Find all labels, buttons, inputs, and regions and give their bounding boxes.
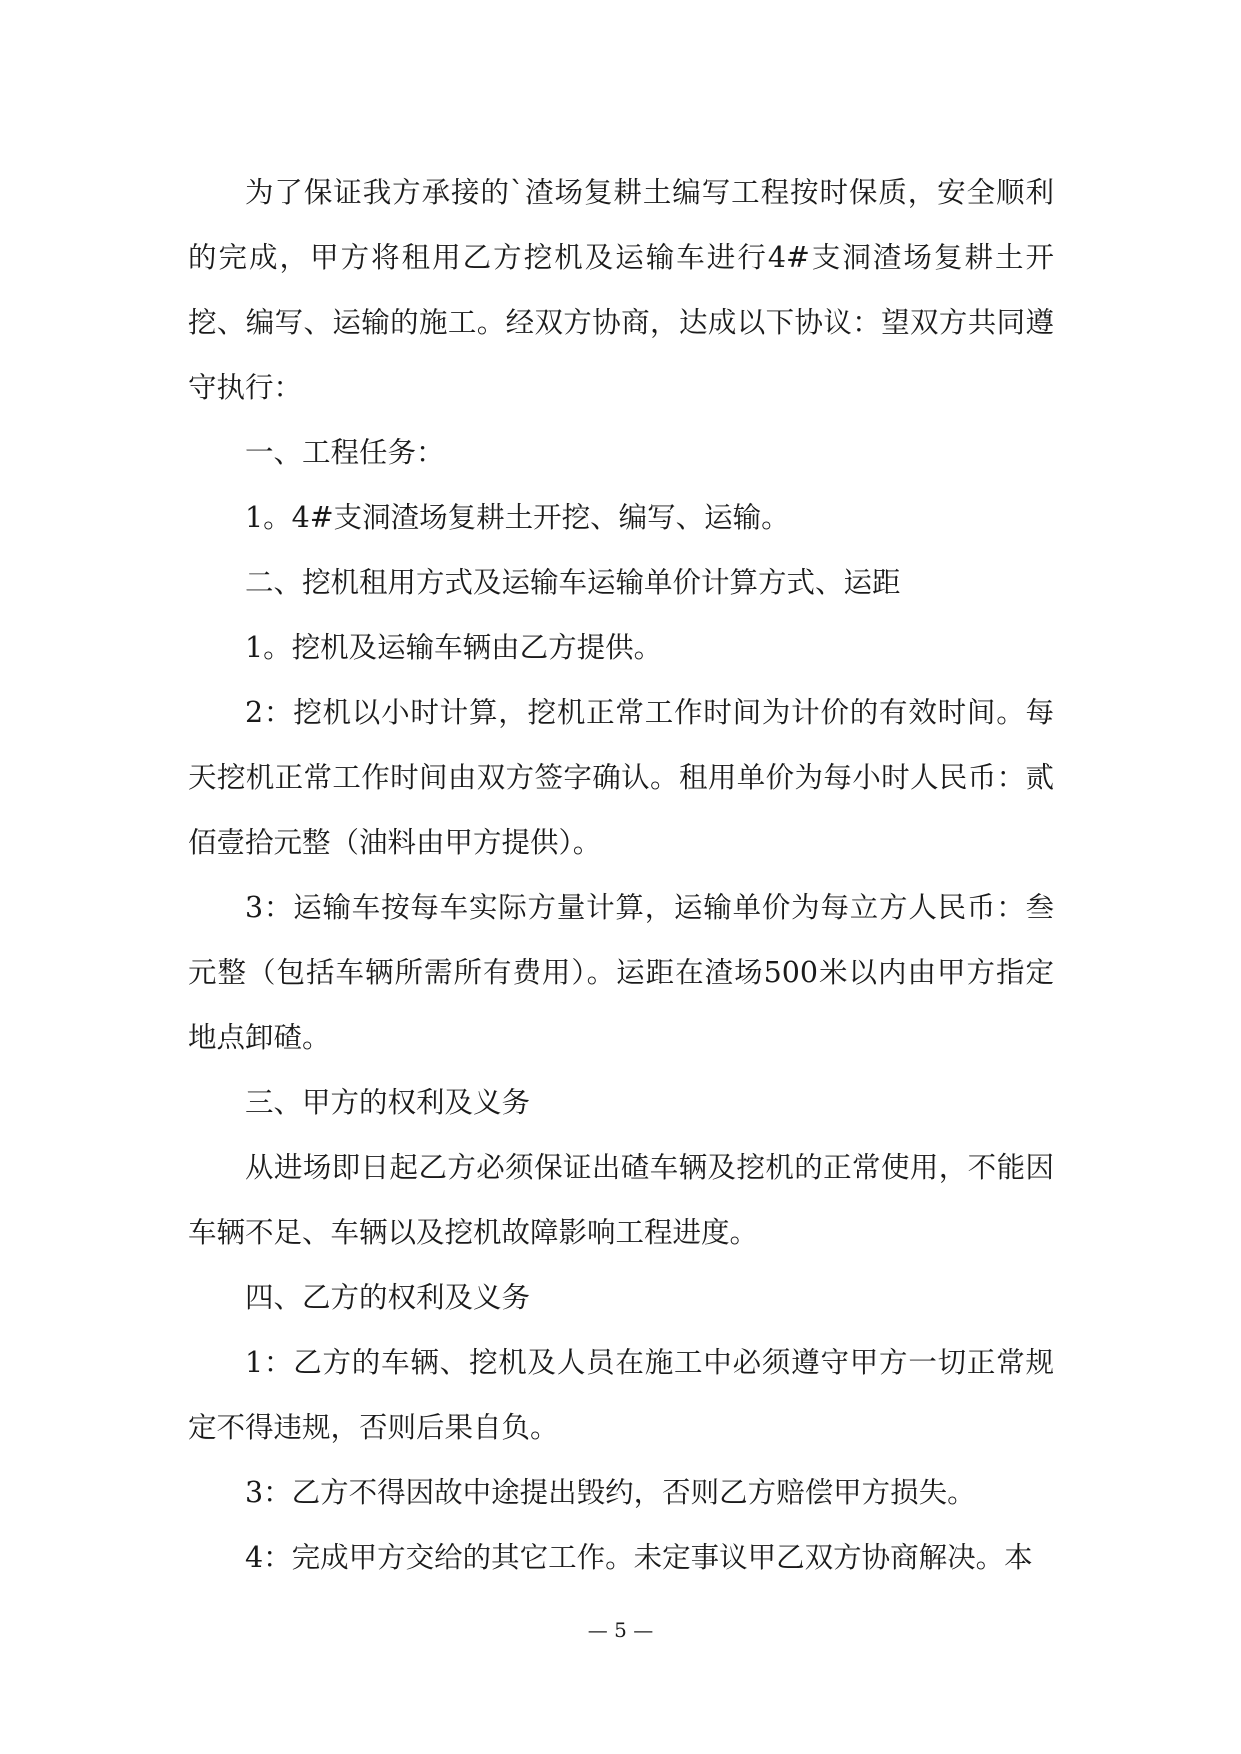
- paragraph: 3：乙方不得因故中途提出毁约，否则乙方赔偿甲方损失。: [245, 1476, 976, 1509]
- section-heading: 三、甲方的权利及义务: [245, 1086, 531, 1119]
- section-heading: 一、工程任务：: [245, 436, 445, 469]
- paragraph: 1。4#支洞渣场复耕土开挖、编写、运输。: [245, 501, 790, 534]
- paragraph: 3：运输车按每车实际方量计算，运输单价为每立方人民币：叁元整（包括车辆所需所有费用）。运距在渣场500米以内由甲方指定地点卸碴。: [188, 891, 1054, 1054]
- paragraph: 4：完成甲方交给的其它工作。未定事议甲乙双方协商解决。本: [245, 1541, 1033, 1574]
- document-body: [188, 160, 1054, 1590]
- paragraph: 从进场即日起乙方必须保证出碴车辆及挖机的正常使用，不能因车辆不足、车辆以及挖机故障影响工程进度。: [188, 1151, 1054, 1249]
- paragraph: 为了保证我方承接的`渣场复耕土编写工程按时保质，安全顺利的完成，甲方将租用乙方挖机及运输车进行4#支洞渣场复耕土开挖、编写、运输的施工。经双方协商，达成以下协议：望双方共同遵守执行：: [188, 176, 1054, 404]
- section-heading: 四、乙方的权利及义务: [245, 1281, 531, 1314]
- section-heading: 二、挖机租用方式及运输车运输单价计算方式、运距: [245, 566, 901, 599]
- paragraph: 2：挖机以小时计算，挖机正常工作时间为计价的有效时间。每天挖机正常工作时间由双方签字确认。租用单价为每小时人民币：贰佰壹拾元整（油料由甲方提供）。: [188, 696, 1054, 859]
- page-number: — 5 —: [587, 1618, 654, 1642]
- paragraph: 1：乙方的车辆、挖机及人员在施工中必须遵守甲方一切正常规定不得违规，否则后果自负。: [188, 1346, 1054, 1444]
- paragraph: 1。挖机及运输车辆由乙方提供。: [245, 631, 663, 664]
